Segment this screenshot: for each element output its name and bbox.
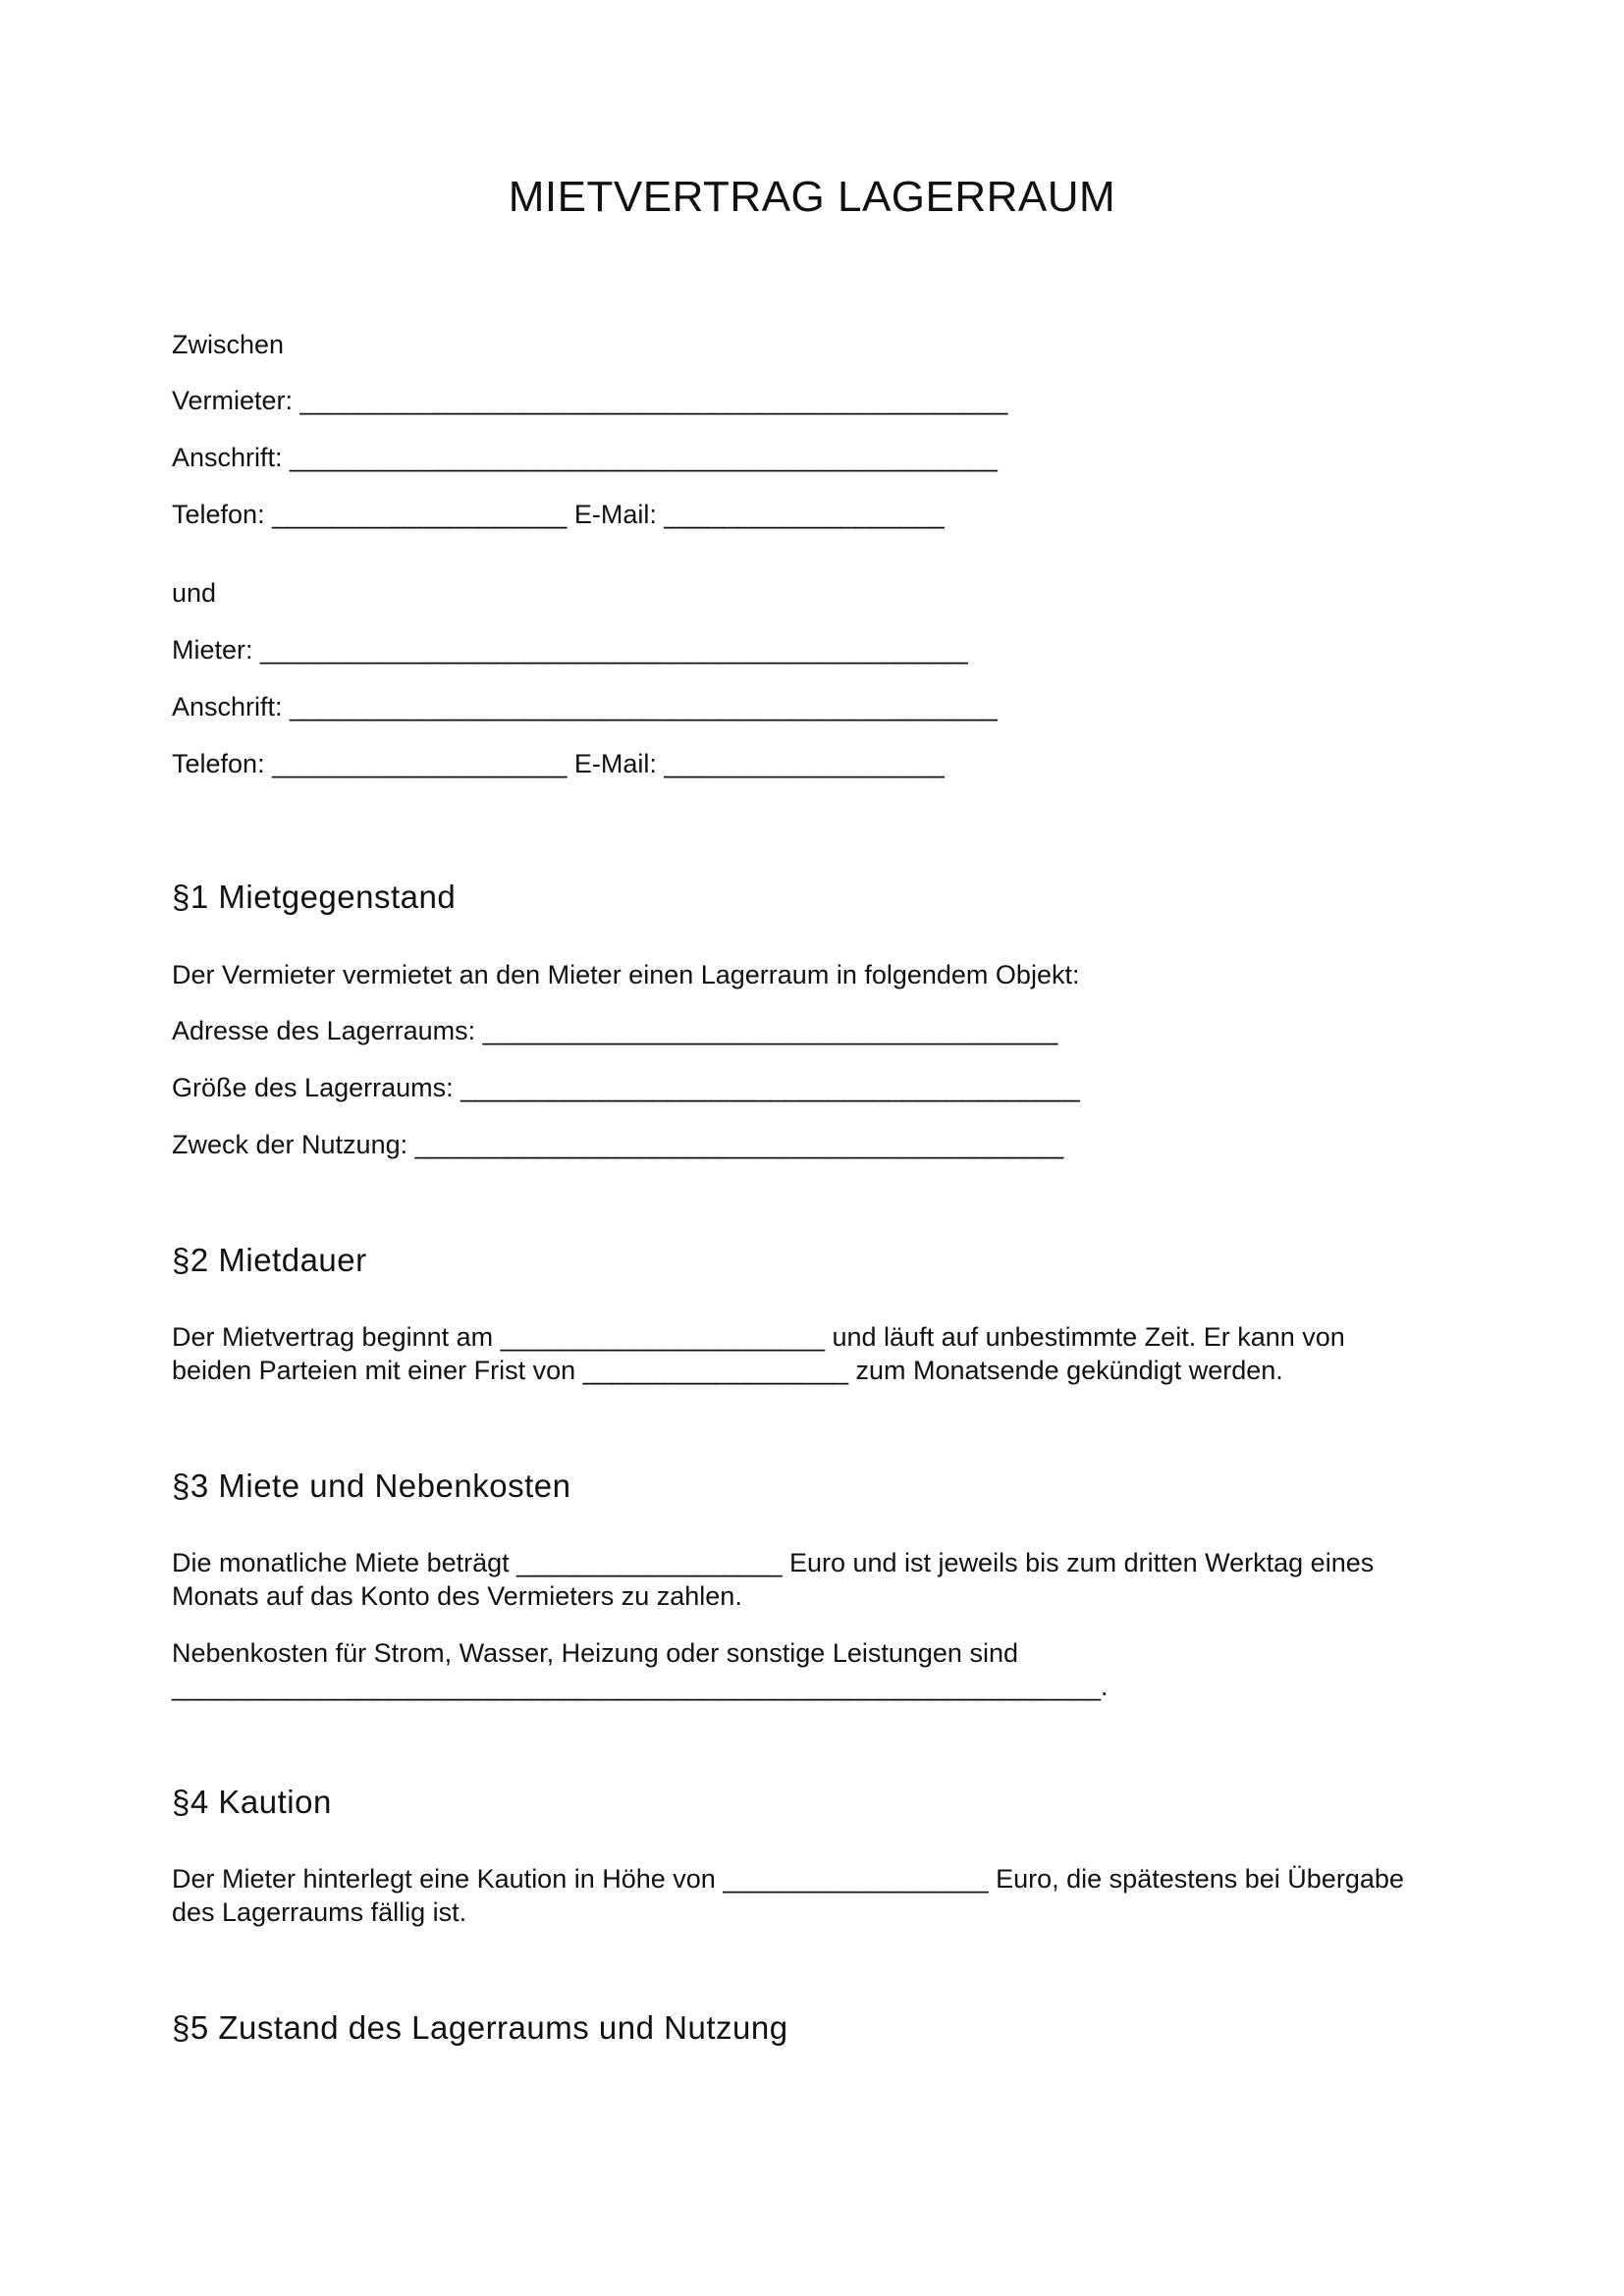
groesse-field: Größe des Lagerraums: __________________________________________: [172, 1073, 1080, 1102]
section-1-heading: §1 Mietgegenstand: [172, 879, 457, 915]
section-3-p1-line-2: Monats auf das Konto des Vermieters zu zahlen.: [172, 1581, 742, 1611]
zwischen-label: Zwischen: [172, 330, 285, 359]
zweck-field: Zweck der Nutzung: ____________________________________________: [172, 1130, 1064, 1159]
section-3-paragraph-1: [172, 1546, 1468, 1613]
section-1-intro: Der Vermieter vermietet an den Mieter einen Lagerraum in folgendem Objekt:: [172, 960, 1080, 989]
section-3-p2-line-1: Nebenkosten für Strom, Wasser, Heizung oder sonstige Leistungen sind: [172, 1638, 1018, 1668]
section-5-heading: §5 Zustand des Lagerraums und Nutzung: [172, 2009, 788, 2046]
section-4-line-1: Der Mieter hinterlegt eine Kaution in Höhe von __________________ Euro, die spätestens bei Übergabe: [172, 1864, 1404, 1894]
und-label: und: [172, 578, 217, 608]
section-4-line-2: des Lagerraums fällig ist.: [172, 1897, 467, 1927]
vermieter-anschrift-field: Anschrift: ________________________________________________: [172, 443, 998, 472]
section-2-line-1: Der Mietvertrag beginnt am ______________________ und läuft auf unbestimmte Zeit. Er kann von: [172, 1322, 1345, 1352]
vermieter-field: Vermieter: ________________________________________________: [172, 386, 1008, 415]
section-3-heading: §3 Miete und Nebenkosten: [172, 1468, 571, 1504]
adresse-field: Adresse des Lagerraums: _______________________________________: [172, 1016, 1058, 1045]
section-2-line-2: beiden Parteien mit einer Frist von __________________ zum Monatsende gekündigt werden.: [172, 1356, 1283, 1385]
section-2-heading: §2 Mietdauer: [172, 1242, 367, 1278]
section-4-heading: §4 Kaution: [172, 1784, 332, 1820]
vermieter-kontakt-field: Telefon: ____________________ E-Mail: ___________________: [172, 500, 945, 529]
section-4-paragraph: [172, 1862, 1468, 1929]
document-title: MIETVERTRAG LAGERRAUM: [508, 173, 1116, 221]
mieter-anschrift-field: Anschrift: ________________________________________________: [172, 692, 998, 721]
section-3-paragraph-2: [172, 1636, 1468, 1703]
mieter-kontakt-field: Telefon: ____________________ E-Mail: ___________________: [172, 749, 945, 778]
mieter-field: Mieter: ________________________________________________: [172, 635, 968, 665]
section-3-p2-line-2: _______________________________________________________________.: [172, 1672, 1109, 1701]
section-2-paragraph: [172, 1320, 1468, 1387]
section-3-p1-line-1: Die monatliche Miete beträgt __________________ Euro und ist jeweils bis zum dritten Werktag eines: [172, 1548, 1375, 1577]
